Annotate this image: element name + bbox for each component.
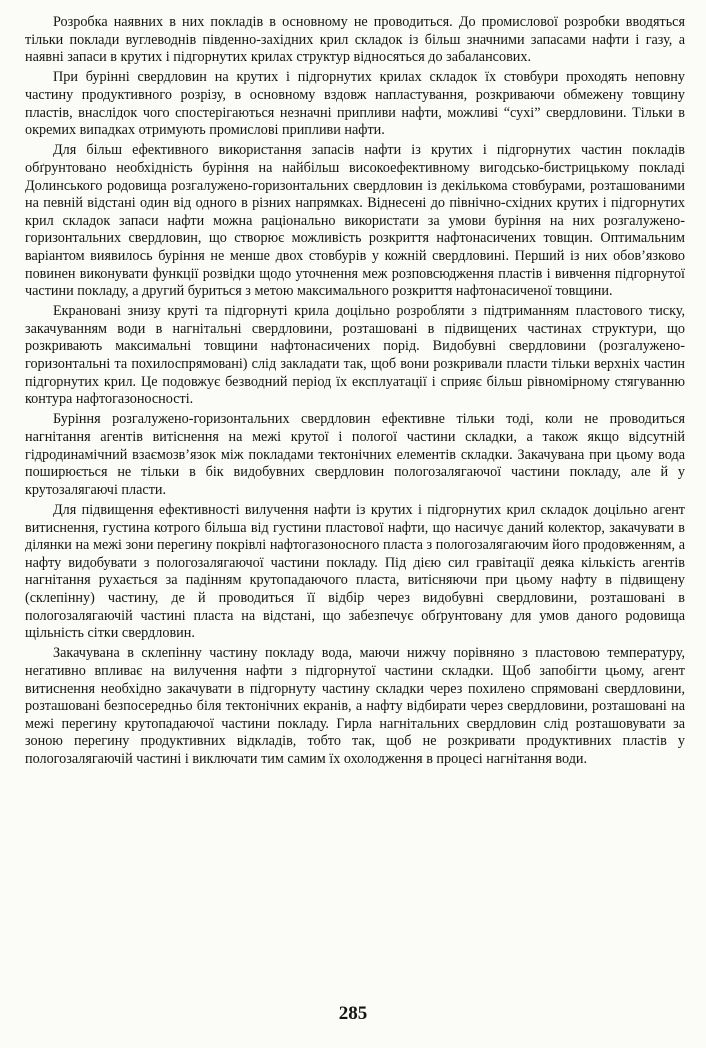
paragraph: Екрановані знизу круті та підгорнуті крила доцільно розробляти з підтриманням пластового тиску, закачуванням води в нагнітальні свердловини, розташовані в підвищених частинах структури, що розкривають максимальні товщини нафтонасичених порід. Видобувні свердловини (розгалужено-горизонтальні та похилоспрямовані) слід закладати так, щоб вони розкривали пласти тільки верхніх частин підгорнутих крил. Це подовжує безводний період їх експлуатації і сприяє більш рівномірному стягуванню контура нафтогазоносності.: [25, 303, 685, 408]
paragraph: При бурінні свердловин на крутих і підгорнутих крилах складок їх стовбури проходять неповну частину продуктивного розрізу, в основному вздовж напластування, розкриваючи обмежену товщину пластів, внаслідок чого спостерігаються незначні припливи нафти, можливі “сухі” свердловини. Тільки в окремих випадках отримують промислові припливи нафти.: [25, 69, 685, 139]
page-body: [25, 14, 685, 771]
page-number: 285: [338, 1003, 368, 1024]
paragraph: Закачувана в склепінну частину покладу вода, маючи нижчу порівняно з пластовою температуру, негативно впливає на вилучення нафти з підгорнутої частини складки. Щоб запобігти цьому, агент витиснення необхідно закачувати в підгорнуту частину складки через похилено спрямовані свердловини, розташовані безпосередньо біля тектонічних екранів, а нафту відбирати через свердловини, розташовані на межі перегину крутопадаючої частини покладу. Гирла нагнітальних свердловин слід розташовувати за зоною перегину продуктивних відкладів, тобто так, щоб не розкривати продуктивних пластів у пологозалягаючій частині і виключати тим самим їх охолодження в процесі нагнітання води.: [25, 645, 685, 767]
paragraph: Буріння розгалужено-горизонтальних свердловин ефективне тільки тоді, коли не проводиться нагнітання агентів витіснення на межі крутої і пологої частини складки, а також якщо відсутній гідродинамічний взаємозв’язок між покладами тектонічних елементів складки. Закачувана при цьому вода поширюється не тільки в бік видобувних свердловин пологозалягаючої частини покладу, але й у крутозалягаючі пласти.: [25, 411, 685, 498]
paragraph: Для більш ефективного використання запасів нафти із крутих і підгорнутих частин покладів обґрунтовано необхідність буріння на найбільш високоефективному вигодсько-бистрицькому покладі Долинського родовища розгалужено-горизонтальних свердловин із декількома стовбурами, розташованими на певній відстані один від одного в різних напрямках. Віднесені до північно-східних крутих і підгорнутих крил складок запаси нафти можна раціонально використати за умови буріння на них розгалужено-горизонтальних свердловин, що створює можливість розкриття нафтонасичених товщин. Оптимальним варіантом виявилось буріння не менше двох стовбурів у кожній свердловині. Перший із них обов’язково повинен виконувати функції розвідки щодо уточнення меж розповсюдження пластів і вивчення підгорнутої частини покладу, а другий буриться з метою максимального розкриття нафтонасиченої товщини.: [25, 142, 685, 300]
paragraph: Розробка наявних в них покладів в основному не проводиться. До промислової розробки вводяться тільки поклади вуглеводнів південно-західних крил складок із більш значними запасами нафти і газу, а наявні запаси в крутих і підгорнутих крилах структур відносяться до забалансових.: [25, 14, 685, 66]
paragraph: Для підвищення ефективності вилучення нафти із крутих і підгорнутих крил складок доцільно агент витиснення, густина котрого більша від густини пластової нафти, що насичує даний колектор, закачувати в ділянки на межі зони перегину покрівлі нафтогазоносного пласта з пологозалягаючим його продовженням, а нафту видобувати з пологозалягаючої частини покладу. Під дією сил гравітації деяка кількість агентів нагнітання рухається за падінням крутопадаючого пласта, витісняючи при цьому нафту в підвищену (склепінну) частину, де й проводиться її відбір через видобувні свердловини, розташовані в пологозалягаючій частині пласта на відстані, що забезпечує обґрунтовану для умов даного родовища щільність сітки свердловин.: [25, 502, 685, 642]
